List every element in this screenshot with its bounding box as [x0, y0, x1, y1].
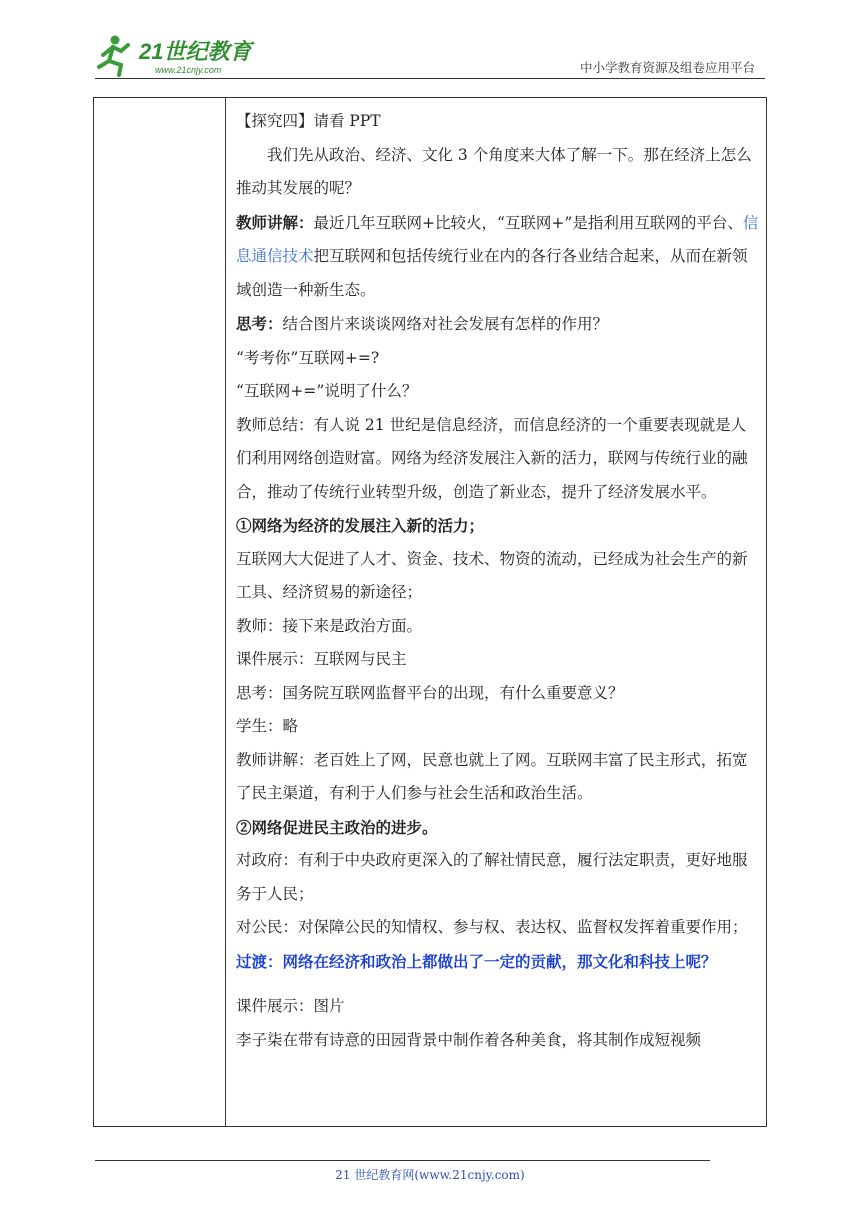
section-heading: 【探究四】请看 PPT: [236, 112, 381, 130]
key-point: ②网络促进民主政治的进步。: [236, 817, 438, 837]
text: 把互联网和包括传统行业在内的各行各业结合起来，从而在新领域创造一种新生态。: [236, 247, 748, 299]
paragraph: 思考：国务院互联网监督平台的出现，有什么重要意义？: [236, 683, 624, 702]
footer: 21 世纪教育网(www.21cnjy.com): [335, 1168, 525, 1182]
think-question: [236, 307, 760, 342]
runner-icon: [99, 36, 128, 76]
text: 最近几年互联网+比较火，“互联网+”是指利用互联网的平台、: [313, 213, 743, 232]
paragraph: 教师讲解：老百姓上了网，民意也就上了网。互联网丰富了民主形式，拓宽了民主渠道，有利于人们参与社会生活和政治生活。: [236, 750, 748, 802]
paragraph: “互联网+=”说明了什么？: [236, 382, 418, 400]
transition: 过渡：网络在经济和政治上都做出了一定的贡献，那文化和科技上呢？: [236, 951, 717, 971]
paragraph: 我们先从政治、经济、文化 3 个角度来大体了解一下。那在经济上怎么推动其发展的呢？: [236, 145, 752, 197]
paragraph: 互联网大大促进了人才、资金、技术、物资的流动，已经成为社会生产的新工具、经济贸易的新途径；: [236, 549, 748, 601]
paragraph: 李子柒在带有诗意的田园背景中制作着各种美食，将其制作成短视频: [236, 1030, 702, 1049]
table-left-column: [94, 98, 226, 1126]
link-info-tech[interactable]: 信息通信技术: [236, 213, 759, 265]
paragraph: 教师：接下来是政治方面。: [236, 616, 423, 635]
label: 教师讲解：: [236, 212, 314, 232]
header-divider: [95, 78, 765, 79]
paragraph: “考考你”互联网+=?: [236, 348, 380, 367]
page-header: [0, 0, 860, 82]
label: 思考：: [236, 314, 283, 333]
paragraph: 课件展示：图片: [236, 997, 345, 1015]
paragraph: 教师总结：有人说 21 世纪是信息经济，而信息经济的一个重要表现就是人们利用网络创造财富。网络为经济发展注入新的活力，联网与传统行业的融合，推动了传统行业转型升级，创造了新业态，提升了经济发展水平。: [236, 415, 748, 501]
lesson-content: [227, 98, 766, 1057]
text: 结合图片来谈谈网络对社会发展有怎样的作用？: [282, 315, 609, 333]
table-right-column: [227, 98, 766, 1126]
logo-sub: www.21cnjy.com: [155, 65, 222, 75]
footer-divider: [95, 1160, 710, 1161]
paragraph: 对公民：对保障公民的知情权、参与权、表达权、监督权发挥着重要作用；: [236, 918, 748, 936]
paragraph: 课件展示：互联网与民主: [236, 650, 407, 668]
logo: [95, 33, 265, 79]
paragraph: 对政府：有利于中央政府更深入的了解社情民意，履行法定职责，更好地服务于人民；: [236, 851, 748, 903]
platform-title: 中小学教育资源及组卷应用平台: [579, 60, 755, 75]
lesson-table: [93, 97, 767, 1127]
paragraph: 学生：略: [236, 717, 299, 735]
key-point: ①网络为经济的发展注入新的活力；: [236, 516, 485, 535]
teacher-explanation: [236, 206, 760, 308]
logo-main: 21世纪教育: [139, 39, 252, 64]
